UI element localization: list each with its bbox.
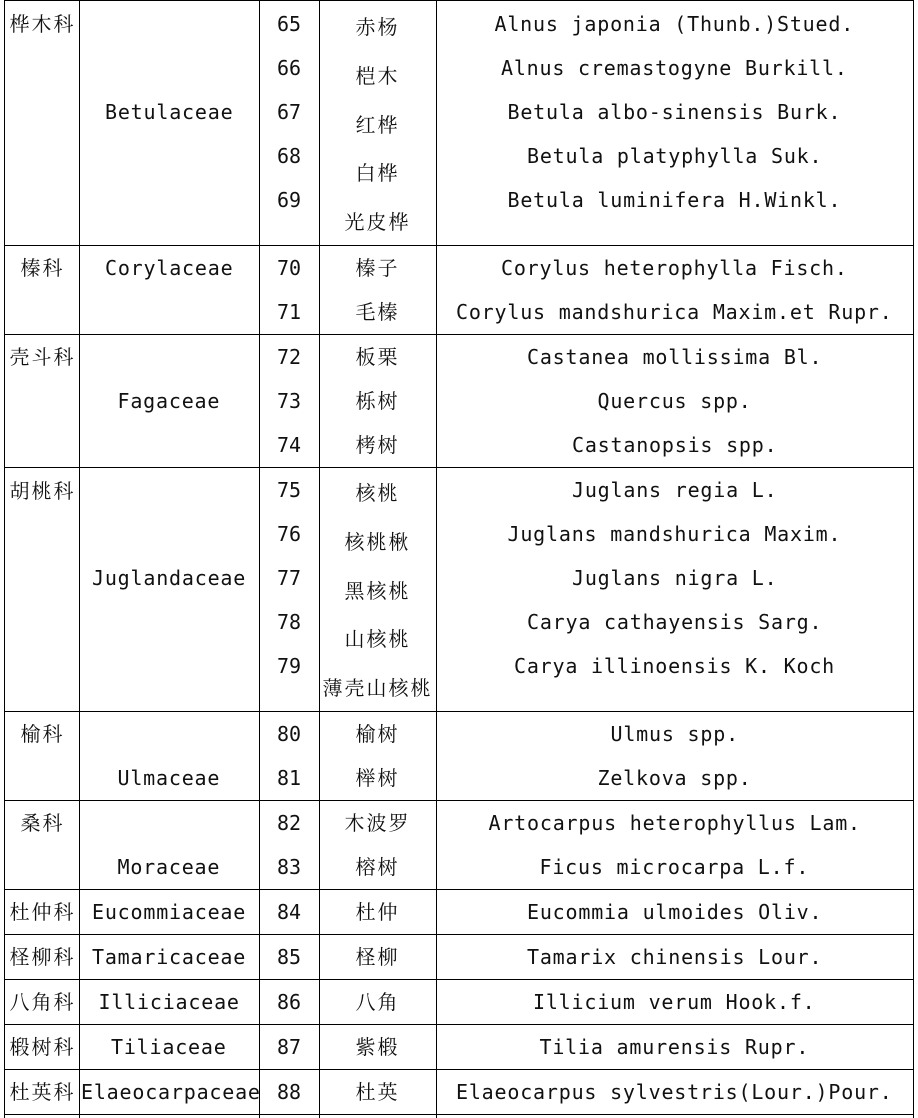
species-common-name: 紫椴 — [355, 1035, 400, 1059]
species-scientific-name: Castanopsis spp. — [572, 433, 778, 457]
column-border — [436, 0, 437, 1118]
species-common-name: 栎树 — [355, 389, 400, 413]
column-border — [319, 0, 320, 1118]
family-chinese-name: 八角科 — [9, 990, 76, 1014]
species-number: 75 — [277, 478, 302, 502]
species-common-name: 赤杨 — [355, 15, 400, 39]
species-number: 69 — [277, 188, 302, 212]
species-scientific-name: Juglans mandshurica Maxim. — [507, 522, 842, 546]
species-common-name: 毛榛 — [355, 300, 400, 324]
species-common-name: 光皮桦 — [344, 210, 411, 234]
species-common-name: 桤木 — [355, 64, 400, 88]
species-scientific-name: Betula albo-sinensis Burk. — [507, 100, 842, 124]
family-latin-name: Fagaceae — [117, 389, 221, 413]
species-number: 66 — [277, 56, 302, 80]
species-number: 87 — [277, 1035, 302, 1059]
species-number: 86 — [277, 990, 302, 1014]
species-table — [4, 0, 914, 1118]
species-common-name: 榕树 — [355, 855, 400, 879]
species-common-name: 白桦 — [355, 161, 400, 185]
species-common-name: 柽柳 — [355, 945, 400, 969]
family-chinese-name: 杜仲科 — [9, 900, 76, 924]
species-scientific-name: Juglans regia L. — [572, 478, 778, 502]
species-scientific-name: Eucommia ulmoides Oliv. — [527, 900, 823, 924]
species-scientific-name: Tilia amurensis Rupr. — [539, 1035, 810, 1059]
family-chinese-name: 柽柳科 — [9, 945, 76, 969]
species-number: 82 — [277, 811, 302, 835]
species-number: 71 — [277, 300, 302, 324]
species-common-name: 红桦 — [355, 113, 400, 137]
column-border — [913, 0, 914, 1118]
species-scientific-name: Castanea mollissima Bl. — [527, 345, 823, 369]
row-border — [4, 334, 914, 335]
column-border — [259, 0, 260, 1118]
species-common-name: 板栗 — [355, 345, 400, 369]
family-latin-name: Corylaceae — [105, 256, 234, 280]
row-border — [4, 979, 914, 980]
family-latin-name: Tamaricaceae — [92, 945, 247, 969]
species-number: 83 — [277, 855, 302, 879]
row-border — [4, 245, 914, 246]
row-border — [4, 1069, 914, 1070]
species-number: 80 — [277, 722, 302, 746]
species-number: 70 — [277, 256, 302, 280]
species-number: 73 — [277, 389, 302, 413]
species-scientific-name: Corylus heterophylla Fisch. — [501, 256, 848, 280]
species-scientific-name: Carya illinoensis K. Koch — [514, 654, 836, 678]
column-border — [79, 0, 80, 1118]
species-common-name: 核桃楸 — [344, 530, 411, 554]
species-scientific-name: Alnus cremastogyne Burkill. — [501, 56, 848, 80]
family-latin-name: Juglandaceae — [92, 566, 247, 590]
family-latin-name: Ulmaceae — [117, 766, 221, 790]
species-number: 65 — [277, 12, 302, 36]
species-number: 79 — [277, 654, 302, 678]
species-scientific-name: Zelkova spp. — [597, 766, 752, 790]
species-scientific-name: Artocarpus heterophyllus Lam. — [488, 811, 861, 835]
species-scientific-name: Elaeocarpus sylvestris(Lour.)Pour. — [456, 1080, 893, 1104]
family-chinese-name: 桦木科 — [9, 12, 76, 36]
family-chinese-name: 榛科 — [20, 256, 65, 280]
species-common-name: 八角 — [355, 990, 400, 1014]
species-common-name: 木波罗 — [344, 811, 411, 835]
species-scientific-name: Betula platyphylla Suk. — [527, 144, 823, 168]
family-latin-name: Betulaceae — [105, 100, 234, 124]
species-number: 76 — [277, 522, 302, 546]
species-number: 85 — [277, 945, 302, 969]
species-common-name: 栲树 — [355, 433, 400, 457]
family-latin-name: Moraceae — [117, 855, 221, 879]
species-scientific-name: Carya cathayensis Sarg. — [527, 610, 823, 634]
row-border — [4, 467, 914, 468]
species-common-name: 薄壳山核桃 — [322, 676, 433, 700]
row-border — [4, 711, 914, 712]
species-scientific-name: Corylus mandshurica Maxim.et Rupr. — [456, 300, 893, 324]
species-number: 72 — [277, 345, 302, 369]
row-border — [4, 0, 914, 1]
species-common-name: 榛子 — [355, 256, 400, 280]
species-common-name: 山核桃 — [344, 627, 411, 651]
family-chinese-name: 椴树科 — [9, 1035, 76, 1059]
species-scientific-name: Juglans nigra L. — [572, 566, 778, 590]
species-number: 88 — [277, 1080, 302, 1104]
species-scientific-name: Ficus microcarpa L.f. — [539, 855, 810, 879]
species-scientific-name: Ulmus spp. — [610, 722, 739, 746]
family-chinese-name: 杜英科 — [9, 1080, 76, 1104]
species-scientific-name: Betula luminifera H.Winkl. — [507, 188, 842, 212]
species-common-name: 杜仲 — [355, 900, 400, 924]
species-number: 67 — [277, 100, 302, 124]
row-border — [4, 1024, 914, 1025]
species-scientific-name: Illicium verum Hook.f. — [533, 990, 816, 1014]
row-border — [4, 934, 914, 935]
species-number: 77 — [277, 566, 302, 590]
species-scientific-name: Tamarix chinensis Lour. — [527, 945, 823, 969]
family-latin-name: Eucommiaceae — [92, 900, 247, 924]
species-common-name: 榉树 — [355, 766, 400, 790]
species-scientific-name: Quercus spp. — [597, 389, 752, 413]
species-scientific-name: Alnus japonia (Thunb.)Stued. — [494, 12, 855, 36]
column-border — [4, 0, 5, 1118]
row-border — [4, 889, 914, 890]
species-number: 74 — [277, 433, 302, 457]
species-common-name: 黑核桃 — [344, 579, 411, 603]
species-number: 84 — [277, 900, 302, 924]
species-common-name: 杜英 — [355, 1080, 400, 1104]
species-number: 68 — [277, 144, 302, 168]
family-chinese-name: 胡桃科 — [9, 479, 76, 503]
family-chinese-name: 榆科 — [20, 722, 65, 746]
species-number: 78 — [277, 610, 302, 634]
family-chinese-name: 桑科 — [20, 811, 65, 835]
family-chinese-name: 壳斗科 — [9, 345, 76, 369]
row-border — [4, 800, 914, 801]
family-latin-name: Tiliaceae — [111, 1035, 227, 1059]
species-common-name: 核桃 — [355, 481, 400, 505]
row-border — [4, 1114, 914, 1115]
species-common-name: 榆树 — [355, 722, 400, 746]
species-number: 81 — [277, 766, 302, 790]
family-latin-name: Illiciaceae — [98, 990, 240, 1014]
family-latin-name: Elaeocarpaceae — [81, 1080, 261, 1104]
